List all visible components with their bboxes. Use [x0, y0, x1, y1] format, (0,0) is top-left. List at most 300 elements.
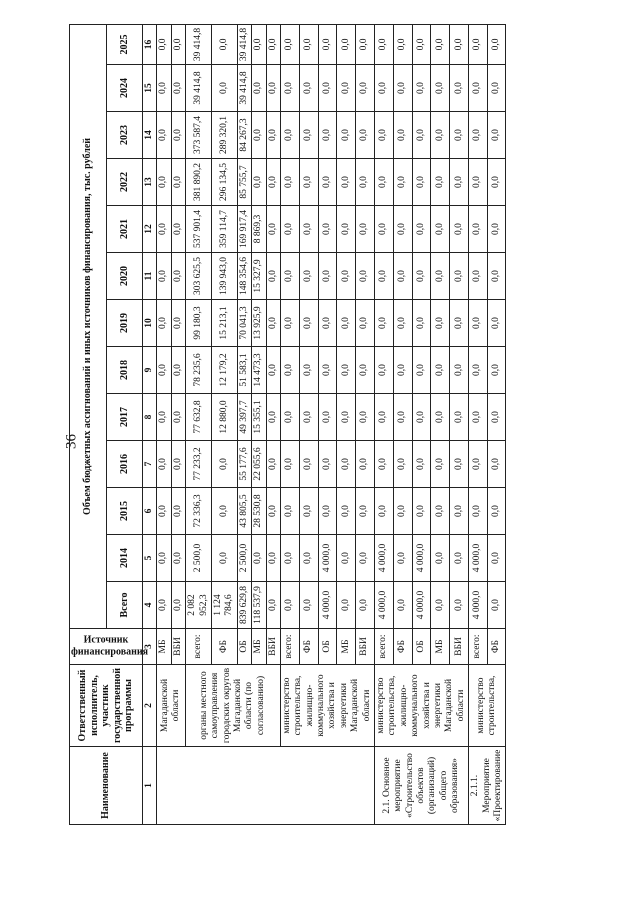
cell-value: 0,0: [211, 65, 237, 112]
cell-value: 4 000,0: [412, 535, 431, 582]
cell-source: всего:: [186, 629, 212, 665]
cell-value: 0,0: [252, 535, 266, 582]
cell-value: 148 354,6: [237, 253, 251, 300]
cell-source: ВБИ: [356, 629, 375, 665]
cell-value: 4 000,0: [375, 582, 394, 629]
cell-value: 296 134,5: [211, 159, 237, 206]
header-year: 2016: [106, 441, 143, 488]
cell-executor: министерство строительства, жилищно-коммунального хозяйства и энергетики Магаданской области: [280, 665, 374, 747]
cell-value: 0,0: [375, 159, 394, 206]
cell-value: 0,0: [280, 582, 299, 629]
cell-value: 0,0: [280, 206, 299, 253]
cell-value: 0,0: [487, 347, 506, 394]
cell-value: 0,0: [487, 206, 506, 253]
cell-value: 0,0: [375, 112, 394, 159]
cell-value: 22 055,6: [252, 441, 266, 488]
cell-source: ВБИ: [266, 629, 280, 665]
cell-value: 0,0: [157, 112, 171, 159]
cell-value: 0,0: [412, 112, 431, 159]
cell-value: 0,0: [171, 112, 185, 159]
header-source-text: Источник финансирования: [71, 635, 149, 658]
cell-value: 0,0: [337, 112, 356, 159]
cell-value: 0,0: [375, 394, 394, 441]
header-year: 2022: [106, 159, 143, 206]
cell-value: 0,0: [318, 253, 337, 300]
cell-value: 0,0: [356, 112, 375, 159]
cell-value: 0,0: [450, 300, 469, 347]
cell-value: 0,0: [412, 206, 431, 253]
cell-value: 0,0: [280, 65, 299, 112]
cell-value: 15 327,9: [252, 253, 266, 300]
cell-value: 0,0: [375, 206, 394, 253]
cell-executor: органы местного самоуправления городских округов Магаданской области (по согласованию): [186, 665, 281, 747]
cell-value: 0,0: [393, 206, 412, 253]
cell-value: 0,0: [450, 488, 469, 535]
cell-value: 0,0: [299, 206, 318, 253]
cell-source: ФБ: [211, 629, 237, 665]
cell-value: 0,0: [431, 582, 450, 629]
cell-value: 139 943,0: [211, 253, 237, 300]
cell-value: 0,0: [356, 253, 375, 300]
cell-value: 0,0: [280, 347, 299, 394]
cell-item-name: 2.1.1. Мероприятие «Проектирование: [469, 747, 506, 825]
cell-value: 0,0: [487, 488, 506, 535]
cell-source: ФБ: [487, 629, 506, 665]
cell-value: 0,0: [337, 347, 356, 394]
cell-value: 99 180,3: [186, 300, 212, 347]
cell-value: 0,0: [412, 159, 431, 206]
cell-value: 0,0: [469, 441, 488, 488]
cell-value: 0,0: [337, 253, 356, 300]
cell-value: 0,0: [171, 535, 185, 582]
cell-value: 78 235,6: [186, 347, 212, 394]
cell-executor: Магаданской области: [157, 665, 186, 747]
cell-value: 43 805,5: [237, 488, 251, 535]
cell-value: 0,0: [487, 535, 506, 582]
cell-value: 0,0: [431, 441, 450, 488]
cell-value: 0,0: [266, 347, 280, 394]
cell-value: 0,0: [375, 300, 394, 347]
cell-value: 0,0: [337, 24, 356, 64]
cell-value: 0,0: [252, 65, 266, 112]
table-row: [280, 24, 299, 824]
cell-value: 373 587,4: [186, 112, 212, 159]
header-year: 2018: [106, 347, 143, 394]
cell-value: 0,0: [450, 24, 469, 64]
header-year: 2021: [106, 206, 143, 253]
cell-value: 0,0: [280, 24, 299, 64]
cell-value: 15 213,1: [211, 300, 237, 347]
cell-source: МБ: [337, 629, 356, 665]
cell-source: ОБ: [412, 629, 431, 665]
cell-value: 0,0: [356, 159, 375, 206]
cell-value: 0,0: [412, 253, 431, 300]
table-row: [375, 24, 394, 824]
cell-value: 0,0: [393, 300, 412, 347]
header-executor: Ответственный исполнитель, участник государственной программы: [70, 665, 143, 747]
cell-value: 0,0: [266, 112, 280, 159]
financing-table: [69, 24, 506, 825]
table-row: [157, 24, 171, 824]
cell-value: 0,0: [487, 159, 506, 206]
cell-value: 0,0: [171, 441, 185, 488]
cell-value: 0,0: [299, 582, 318, 629]
cell-value: 0,0: [469, 488, 488, 535]
cell-value: 0,0: [157, 488, 171, 535]
cell-value: 0,0: [266, 24, 280, 64]
cell-value: 0,0: [356, 582, 375, 629]
cell-value: 0,0: [171, 253, 185, 300]
cell-value: 118 537,9: [252, 582, 266, 629]
header-source: [70, 629, 149, 665]
cell-value: 77 233,2: [186, 441, 212, 488]
cell-value: 0,0: [375, 488, 394, 535]
column-index-cell: 2: [143, 665, 157, 747]
cell-source: всего:: [469, 629, 488, 665]
cell-value: 0,0: [412, 65, 431, 112]
table-row: [186, 24, 212, 824]
cell-value: 0,0: [337, 394, 356, 441]
column-index-cell: 1: [143, 747, 157, 825]
table-row: [469, 24, 488, 824]
cell-value: 77 632,8: [186, 394, 212, 441]
cell-value: 0,0: [356, 535, 375, 582]
cell-value: 0,0: [431, 206, 450, 253]
cell-value: 39 414,8: [237, 24, 251, 64]
cell-value: 0,0: [450, 253, 469, 300]
cell-value: 0,0: [171, 394, 185, 441]
cell-value: 0,0: [266, 253, 280, 300]
cell-value: 4 000,0: [318, 535, 337, 582]
cell-source: ФБ: [393, 629, 412, 665]
column-index-cell: 10: [143, 300, 157, 347]
cell-value: 8 869,3: [252, 206, 266, 253]
cell-value: 12 179,2: [211, 347, 237, 394]
cell-value: 0,0: [318, 159, 337, 206]
header-year: 2014: [106, 535, 143, 582]
cell-value: 0,0: [337, 582, 356, 629]
cell-value: 0,0: [337, 441, 356, 488]
column-index-cell: 6: [143, 488, 157, 535]
cell-source: всего:: [375, 629, 394, 665]
cell-value: 0,0: [266, 394, 280, 441]
column-index-cell: 9: [143, 347, 157, 394]
cell-value: 0,0: [393, 394, 412, 441]
cell-value: 0,0: [375, 24, 394, 64]
cell-value: 39 414,8: [237, 65, 251, 112]
cell-value: 0,0: [393, 582, 412, 629]
cell-value: 0,0: [337, 206, 356, 253]
cell-value: 0,0: [487, 441, 506, 488]
cell-value: 0,0: [393, 24, 412, 64]
cell-value: 0,0: [299, 535, 318, 582]
rotated-table-wrapper: [69, 25, 569, 825]
header-year: 2024: [106, 65, 143, 112]
cell-value: 0,0: [157, 300, 171, 347]
cell-value: 0,0: [412, 347, 431, 394]
cell-item-name: [157, 747, 375, 825]
cell-value: 0,0: [393, 488, 412, 535]
cell-value: 0,0: [393, 159, 412, 206]
cell-value: 0,0: [356, 347, 375, 394]
cell-value: 0,0: [469, 159, 488, 206]
cell-source: МБ: [252, 629, 266, 665]
cell-value: 0,0: [487, 582, 506, 629]
cell-value: 39 414,8: [186, 65, 212, 112]
header-name: Наименование: [70, 747, 143, 825]
column-index-cell: 16: [143, 24, 157, 64]
cell-value: 12 880,0: [211, 394, 237, 441]
cell-value: 537 901,4: [186, 206, 212, 253]
cell-value: 0,0: [431, 24, 450, 64]
cell-value: 49 397,7: [237, 394, 251, 441]
cell-value: 0,0: [450, 535, 469, 582]
cell-value: 0,0: [318, 206, 337, 253]
cell-value: 0,0: [280, 535, 299, 582]
cell-source: всего:: [280, 629, 299, 665]
cell-value: 0,0: [412, 24, 431, 64]
cell-value: 0,0: [266, 441, 280, 488]
column-index-cell: 15: [143, 65, 157, 112]
cell-value: 0,0: [157, 159, 171, 206]
cell-value: 0,0: [375, 347, 394, 394]
column-index-cell: 4: [143, 582, 157, 629]
cell-value: 0,0: [356, 441, 375, 488]
cell-value: 0,0: [337, 488, 356, 535]
cell-value: 0,0: [356, 394, 375, 441]
cell-value: 0,0: [299, 394, 318, 441]
cell-value: 0,0: [171, 65, 185, 112]
cell-value: 0,0: [393, 253, 412, 300]
cell-value: 0,0: [157, 582, 171, 629]
cell-value: 1 124 784,6: [211, 582, 237, 629]
cell-value: 0,0: [487, 65, 506, 112]
cell-value: 0,0: [266, 206, 280, 253]
cell-value: 0,0: [318, 488, 337, 535]
cell-value: 0,0: [469, 394, 488, 441]
cell-source: ФБ: [299, 629, 318, 665]
cell-value: 0,0: [318, 65, 337, 112]
cell-value: 4 000,0: [375, 535, 394, 582]
cell-value: 0,0: [469, 112, 488, 159]
cell-value: 0,0: [157, 441, 171, 488]
cell-value: 0,0: [299, 441, 318, 488]
cell-value: 51 583,1: [237, 347, 251, 394]
cell-value: 0,0: [450, 394, 469, 441]
cell-value: 0,0: [450, 112, 469, 159]
cell-value: 0,0: [171, 347, 185, 394]
cell-value: 0,0: [393, 535, 412, 582]
cell-value: 0,0: [337, 159, 356, 206]
cell-value: 0,0: [356, 300, 375, 347]
cell-value: 55 177,6: [237, 441, 251, 488]
cell-value: 0,0: [266, 300, 280, 347]
cell-value: 0,0: [280, 394, 299, 441]
cell-source: ОБ: [318, 629, 337, 665]
cell-value: 0,0: [487, 112, 506, 159]
cell-value: 28 530,8: [252, 488, 266, 535]
cell-value: 0,0: [252, 112, 266, 159]
cell-value: 0,0: [318, 112, 337, 159]
cell-value: 39 414,8: [186, 24, 212, 64]
cell-value: 0,0: [171, 300, 185, 347]
column-index-cell: 7: [143, 441, 157, 488]
cell-value: 0,0: [450, 206, 469, 253]
cell-value: 0,0: [431, 65, 450, 112]
header-volume: Объем бюджетных ассигнований и иных источников финансирования, тыс. рублей: [70, 24, 107, 628]
cell-value: 0,0: [431, 347, 450, 394]
cell-source: МБ: [157, 629, 171, 665]
column-index-cell: 13: [143, 159, 157, 206]
cell-value: 0,0: [450, 441, 469, 488]
cell-value: 0,0: [157, 253, 171, 300]
cell-value: 0,0: [412, 441, 431, 488]
cell-value: 2 500,0: [186, 535, 212, 582]
cell-value: 0,0: [157, 65, 171, 112]
cell-value: 0,0: [356, 206, 375, 253]
cell-value: 0,0: [487, 394, 506, 441]
cell-value: 0,0: [280, 441, 299, 488]
cell-value: 0,0: [299, 159, 318, 206]
table-body: [143, 24, 506, 824]
cell-source: ВБИ: [450, 629, 469, 665]
cell-value: 0,0: [487, 24, 506, 64]
cell-value: 0,0: [171, 24, 185, 64]
cell-value: 0,0: [393, 65, 412, 112]
cell-value: 0,0: [266, 488, 280, 535]
header-year: 2019: [106, 300, 143, 347]
cell-value: 0,0: [431, 112, 450, 159]
cell-value: 0,0: [487, 300, 506, 347]
cell-value: 0,0: [266, 159, 280, 206]
cell-value: 0,0: [318, 441, 337, 488]
cell-value: 0,0: [469, 253, 488, 300]
cell-value: 0,0: [469, 300, 488, 347]
cell-value: 15 355,1: [252, 394, 266, 441]
cell-value: 0,0: [318, 24, 337, 64]
cell-value: 0,0: [318, 394, 337, 441]
cell-value: 4 000,0: [412, 582, 431, 629]
header-year: 2023: [106, 112, 143, 159]
cell-value: 0,0: [450, 582, 469, 629]
cell-value: 0,0: [211, 24, 237, 64]
cell-value: 169 917,4: [237, 206, 251, 253]
cell-value: 0,0: [412, 488, 431, 535]
cell-value: 0,0: [280, 253, 299, 300]
cell-value: 0,0: [171, 206, 185, 253]
cell-value: 0,0: [487, 253, 506, 300]
cell-value: 0,0: [280, 112, 299, 159]
cell-value: 359 114,7: [211, 206, 237, 253]
cell-value: 0,0: [450, 347, 469, 394]
cell-value: 4 000,0: [318, 582, 337, 629]
cell-value: 0,0: [157, 535, 171, 582]
cell-executor: министерство строительства,: [469, 665, 506, 747]
cell-value: 0,0: [337, 300, 356, 347]
cell-source: МБ: [431, 629, 450, 665]
cell-value: 0,0: [431, 253, 450, 300]
cell-value: 0,0: [211, 441, 237, 488]
cell-value: 2 082 952,3: [186, 582, 212, 629]
cell-executor: министерство строительства, жилищно-коммунального хозяйства и энергетики Магаданской области: [375, 665, 469, 747]
cell-item-name: 2.1. Основное мероприятие «Строительство объектов (организаций) общего образования»: [375, 747, 469, 825]
cell-value: 0,0: [266, 582, 280, 629]
cell-value: 0,0: [469, 206, 488, 253]
cell-value: 0,0: [211, 488, 237, 535]
column-index-cell: 14: [143, 112, 157, 159]
cell-source: ВБИ: [171, 629, 185, 665]
cell-source: ОБ: [237, 629, 251, 665]
cell-value: 0,0: [299, 488, 318, 535]
cell-value: 0,0: [318, 300, 337, 347]
cell-value: 0,0: [469, 347, 488, 394]
cell-value: 0,0: [157, 24, 171, 64]
cell-value: 4 000,0: [469, 535, 488, 582]
cell-value: 0,0: [356, 488, 375, 535]
cell-value: 0,0: [171, 488, 185, 535]
cell-value: 0,0: [337, 65, 356, 112]
cell-value: 70 041,3: [237, 300, 251, 347]
cell-value: 0,0: [469, 24, 488, 64]
cell-value: 0,0: [356, 65, 375, 112]
cell-value: 0,0: [299, 253, 318, 300]
cell-value: 0,0: [299, 300, 318, 347]
cell-value: 0,0: [157, 347, 171, 394]
cell-value: 381 890,2: [186, 159, 212, 206]
column-index-cell: 5: [143, 535, 157, 582]
cell-value: 0,0: [280, 300, 299, 347]
cell-value: 0,0: [266, 65, 280, 112]
cell-value: 0,0: [393, 112, 412, 159]
cell-value: 0,0: [171, 582, 185, 629]
cell-value: 0,0: [450, 65, 469, 112]
cell-value: 0,0: [375, 253, 394, 300]
cell-value: 0,0: [431, 300, 450, 347]
cell-value: 0,0: [157, 394, 171, 441]
cell-value: 289 320,1: [211, 112, 237, 159]
header-total: Всего: [106, 582, 143, 629]
page-number: 36: [63, 434, 80, 449]
cell-value: 72 336,3: [186, 488, 212, 535]
cell-value: 0,0: [412, 394, 431, 441]
cell-value: 0,0: [252, 159, 266, 206]
cell-value: 0,0: [266, 535, 280, 582]
cell-value: 13 925,9: [252, 300, 266, 347]
cell-value: 0,0: [431, 488, 450, 535]
cell-value: 0,0: [412, 300, 431, 347]
cell-value: 0,0: [280, 159, 299, 206]
cell-value: 0,0: [431, 535, 450, 582]
cell-value: 0,0: [318, 347, 337, 394]
cell-value: 0,0: [450, 159, 469, 206]
cell-value: 0,0: [431, 159, 450, 206]
cell-value: 0,0: [299, 24, 318, 64]
cell-value: 0,0: [393, 347, 412, 394]
cell-value: 0,0: [469, 65, 488, 112]
column-index-cell: 12: [143, 206, 157, 253]
cell-value: 14 473,3: [252, 347, 266, 394]
cell-value: 0,0: [157, 206, 171, 253]
header-year: 2017: [106, 394, 143, 441]
cell-value: 0,0: [211, 535, 237, 582]
cell-value: 85 755,7: [237, 159, 251, 206]
header-year: 2015: [106, 488, 143, 535]
column-index-cell: 3: [143, 629, 157, 665]
cell-value: 2 500,0: [237, 535, 251, 582]
cell-value: 0,0: [375, 441, 394, 488]
cell-value: 0,0: [299, 347, 318, 394]
cell-value: 0,0: [356, 24, 375, 64]
